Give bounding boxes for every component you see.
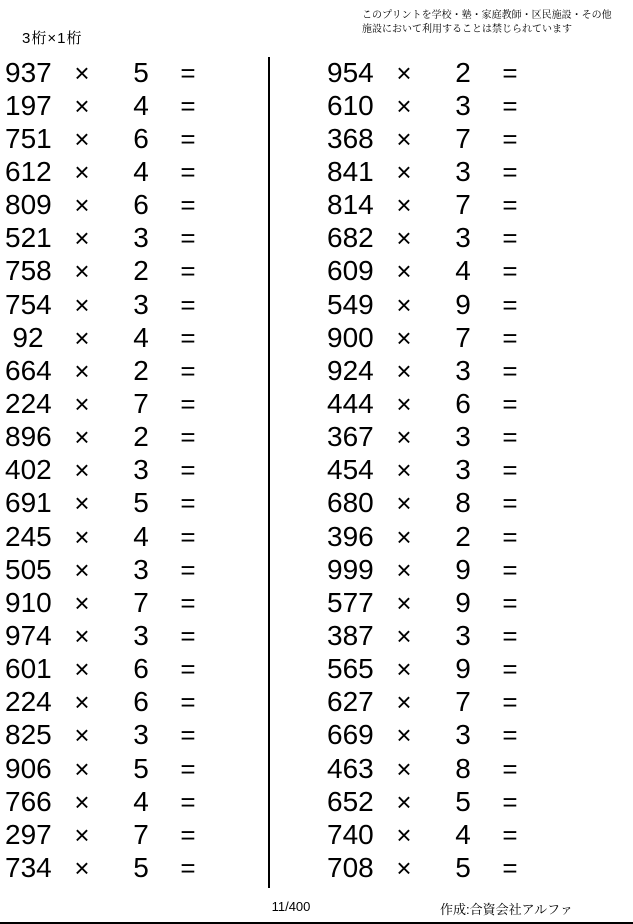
multiplicand: 974: [5, 619, 52, 651]
multiplicand: 197: [5, 89, 52, 121]
problem-row: [0, 752, 268, 785]
equals-sign: =: [502, 654, 518, 685]
multiplier: 3: [455, 719, 471, 751]
times-sign: ×: [74, 753, 90, 784]
multiplier: 3: [455, 354, 471, 386]
multiplier: 9: [455, 288, 471, 320]
equals-sign: =: [180, 488, 196, 519]
problem-row: [0, 288, 268, 321]
multiplicand: 954: [327, 56, 374, 88]
times-sign: ×: [74, 289, 90, 320]
multiplicand: 814: [327, 189, 374, 221]
multiplicand: 609: [327, 255, 374, 287]
times-sign: ×: [74, 620, 90, 651]
multiplier: 3: [455, 155, 471, 187]
equals-sign: =: [502, 819, 518, 850]
multiplier: 4: [133, 89, 149, 121]
multiplicand: 708: [327, 851, 374, 883]
equals-sign: =: [502, 57, 518, 88]
equals-sign: =: [180, 654, 196, 685]
equals-sign: =: [502, 90, 518, 121]
multiplier: 5: [133, 487, 149, 519]
equals-sign: =: [180, 786, 196, 817]
multiplicand: 565: [327, 653, 374, 685]
equals-sign: =: [180, 720, 196, 751]
multiplicand: 463: [327, 752, 374, 784]
multiplicand: 758: [5, 255, 52, 287]
multiplicand: 896: [5, 421, 52, 453]
equals-sign: =: [180, 355, 196, 386]
times-sign: ×: [74, 388, 90, 419]
equals-sign: =: [502, 720, 518, 751]
problem-row: [0, 454, 268, 487]
times-sign: ×: [396, 156, 412, 187]
times-sign: ×: [74, 223, 90, 254]
problem-row: [322, 354, 590, 387]
times-sign: ×: [74, 687, 90, 718]
multiplicand: 612: [5, 155, 52, 187]
times-sign: ×: [74, 190, 90, 221]
multiplier: 3: [455, 454, 471, 486]
equals-sign: =: [180, 57, 196, 88]
problem-row: [322, 653, 590, 686]
multiplier: 3: [133, 719, 149, 751]
problems-column-right: [322, 56, 590, 885]
multiplicand: 825: [5, 719, 52, 751]
multiplicand: 809: [5, 189, 52, 221]
multiplier: 2: [455, 520, 471, 552]
multiplier: 3: [455, 89, 471, 121]
multiplier: 3: [455, 421, 471, 453]
times-sign: ×: [74, 819, 90, 850]
problem-row: [322, 487, 590, 520]
problem-row: [322, 122, 590, 155]
times-sign: ×: [74, 488, 90, 519]
multiplier: 2: [455, 56, 471, 88]
problem-row: [0, 818, 268, 851]
problem-row: [0, 354, 268, 387]
times-sign: ×: [74, 521, 90, 552]
multiplier: 3: [133, 553, 149, 585]
multiplier: 2: [133, 255, 149, 287]
times-sign: ×: [396, 819, 412, 850]
problem-row: [322, 56, 590, 89]
problem-row: [322, 851, 590, 884]
times-sign: ×: [74, 422, 90, 453]
times-sign: ×: [396, 488, 412, 519]
multiplier: 2: [133, 421, 149, 453]
multiplier: 3: [455, 222, 471, 254]
times-sign: ×: [396, 322, 412, 353]
problem-row: [322, 686, 590, 719]
times-sign: ×: [74, 554, 90, 585]
equals-sign: =: [502, 554, 518, 585]
times-sign: ×: [396, 388, 412, 419]
problem-row: [322, 752, 590, 785]
problem-row: [322, 454, 590, 487]
equals-sign: =: [502, 355, 518, 386]
times-sign: ×: [396, 422, 412, 453]
problem-row: [322, 222, 590, 255]
problem-row: [0, 719, 268, 752]
problem-row: [0, 89, 268, 122]
multiplicand: 910: [5, 586, 52, 618]
multiplier: 9: [455, 586, 471, 618]
times-sign: ×: [74, 123, 90, 154]
multiplier: 6: [133, 686, 149, 718]
multiplier: 7: [455, 122, 471, 154]
multiplicand: 669: [327, 719, 374, 751]
column-divider: [268, 57, 270, 888]
equals-sign: =: [502, 687, 518, 718]
multiplier: 3: [455, 619, 471, 651]
equals-sign: =: [180, 554, 196, 585]
problem-row: [322, 818, 590, 851]
problem-row: [0, 255, 268, 288]
problem-row: [322, 421, 590, 454]
multiplicand: 740: [327, 818, 374, 850]
times-sign: ×: [396, 256, 412, 287]
problem-row: [0, 851, 268, 884]
problem-row: [0, 421, 268, 454]
times-sign: ×: [396, 687, 412, 718]
equals-sign: =: [502, 852, 518, 883]
copyright-disclaimer: [362, 9, 612, 37]
multiplicand: 734: [5, 851, 52, 883]
multiplicand: 841: [327, 155, 374, 187]
equals-sign: =: [502, 786, 518, 817]
problem-row: [322, 553, 590, 586]
equals-sign: =: [502, 388, 518, 419]
multiplicand: 396: [327, 520, 374, 552]
multiplicand: 297: [5, 818, 52, 850]
equals-sign: =: [502, 156, 518, 187]
problem-row: [322, 255, 590, 288]
equals-sign: =: [180, 587, 196, 618]
problem-row: [0, 189, 268, 222]
problem-row: [0, 222, 268, 255]
multiplicand: 367: [327, 421, 374, 453]
page-number: 11/400: [271, 899, 311, 914]
equals-sign: =: [180, 289, 196, 320]
multiplicand: 652: [327, 785, 374, 817]
multiplicand: 691: [5, 487, 52, 519]
times-sign: ×: [74, 57, 90, 88]
times-sign: ×: [396, 57, 412, 88]
multiplicand: 368: [327, 122, 374, 154]
equals-sign: =: [180, 422, 196, 453]
problem-row: [322, 387, 590, 420]
times-sign: ×: [396, 554, 412, 585]
equals-sign: =: [180, 322, 196, 353]
times-sign: ×: [396, 190, 412, 221]
problem-row: [0, 387, 268, 420]
problem-row: [322, 155, 590, 188]
multiplicand: 766: [5, 785, 52, 817]
times-sign: ×: [396, 720, 412, 751]
multiplicand: 627: [327, 686, 374, 718]
problem-row: [0, 56, 268, 89]
equals-sign: =: [180, 156, 196, 187]
multiplicand: 682: [327, 222, 374, 254]
multiplicand: 577: [327, 586, 374, 618]
equals-sign: =: [180, 388, 196, 419]
multiplier: 6: [133, 122, 149, 154]
multiplicand: 906: [5, 752, 52, 784]
multiplicand: 680: [327, 487, 374, 519]
problem-row: [0, 122, 268, 155]
problem-row: [0, 653, 268, 686]
multiplier: 7: [133, 818, 149, 850]
times-sign: ×: [74, 90, 90, 121]
multiplier: 6: [133, 653, 149, 685]
problem-row: [0, 586, 268, 619]
times-sign: ×: [74, 587, 90, 618]
equals-sign: =: [180, 123, 196, 154]
times-sign: ×: [396, 90, 412, 121]
equals-sign: =: [180, 620, 196, 651]
multiplier: 5: [133, 56, 149, 88]
problem-row: [322, 89, 590, 122]
equals-sign: =: [180, 687, 196, 718]
equals-sign: =: [502, 223, 518, 254]
times-sign: ×: [74, 852, 90, 883]
equals-sign: =: [502, 587, 518, 618]
times-sign: ×: [396, 753, 412, 784]
multiplier: 7: [455, 321, 471, 353]
multiplicand: 751: [5, 122, 52, 154]
multiplier: 3: [133, 454, 149, 486]
multiplier: 3: [133, 222, 149, 254]
equals-sign: =: [180, 190, 196, 221]
times-sign: ×: [396, 587, 412, 618]
multiplier: 3: [133, 619, 149, 651]
page-title: 3桁×1桁: [22, 30, 83, 47]
problem-row: [0, 487, 268, 520]
credit-text: 作成:合資会社アルファ: [440, 902, 573, 917]
multiplicand: 664: [5, 354, 52, 386]
problem-row: [0, 619, 268, 652]
equals-sign: =: [502, 322, 518, 353]
multiplicand: 549: [327, 288, 374, 320]
times-sign: ×: [396, 521, 412, 552]
equals-sign: =: [180, 90, 196, 121]
multiplier: 9: [455, 653, 471, 685]
problem-row: [0, 553, 268, 586]
multiplicand: 900: [327, 321, 374, 353]
disclaimer-line-1: このプリントを学校・塾・家庭教師・区民施設・その他: [362, 10, 612, 21]
multiplier: 5: [455, 851, 471, 883]
equals-sign: =: [502, 289, 518, 320]
times-sign: ×: [396, 355, 412, 386]
times-sign: ×: [74, 720, 90, 751]
times-sign: ×: [396, 289, 412, 320]
equals-sign: =: [180, 455, 196, 486]
problem-row: [322, 719, 590, 752]
times-sign: ×: [396, 654, 412, 685]
times-sign: ×: [396, 123, 412, 154]
equals-sign: =: [502, 256, 518, 287]
problem-row: [322, 619, 590, 652]
multiplicand: 601: [5, 653, 52, 685]
times-sign: ×: [74, 256, 90, 287]
problem-row: [0, 785, 268, 818]
equals-sign: =: [502, 190, 518, 221]
problem-row: [0, 321, 268, 354]
equals-sign: =: [180, 256, 196, 287]
multiplier: 4: [133, 321, 149, 353]
problem-row: [322, 586, 590, 619]
problem-row: [0, 686, 268, 719]
multiplier: 4: [455, 818, 471, 850]
multiplier: 7: [455, 189, 471, 221]
equals-sign: =: [502, 422, 518, 453]
times-sign: ×: [396, 620, 412, 651]
times-sign: ×: [74, 322, 90, 353]
equals-sign: =: [180, 753, 196, 784]
problem-row: [0, 155, 268, 188]
problem-row: [322, 520, 590, 553]
multiplier: 5: [455, 785, 471, 817]
multiplicand: 387: [327, 619, 374, 651]
times-sign: ×: [74, 654, 90, 685]
multiplicand: 444: [327, 387, 374, 419]
equals-sign: =: [180, 852, 196, 883]
multiplicand: 610: [327, 89, 374, 121]
multiplicand: 937: [5, 56, 52, 88]
times-sign: ×: [396, 852, 412, 883]
equals-sign: =: [502, 123, 518, 154]
times-sign: ×: [396, 455, 412, 486]
problem-row: [322, 321, 590, 354]
multiplier: 8: [455, 487, 471, 519]
multiplicand: 224: [5, 686, 52, 718]
multiplier: 4: [133, 520, 149, 552]
problem-row: [322, 288, 590, 321]
multiplicand: 521: [5, 222, 52, 254]
multiplier: 5: [133, 851, 149, 883]
equals-sign: =: [502, 488, 518, 519]
multiplier: 4: [455, 255, 471, 287]
multiplier: 4: [133, 785, 149, 817]
times-sign: ×: [396, 223, 412, 254]
multiplicand: 402: [5, 454, 52, 486]
problem-row: [0, 520, 268, 553]
multiplicand: 754: [5, 288, 52, 320]
equals-sign: =: [502, 455, 518, 486]
multiplicand: 999: [327, 553, 374, 585]
disclaimer-line-2: 施設において利用することは禁じられています: [362, 24, 572, 35]
multiplicand: 245: [5, 520, 52, 552]
times-sign: ×: [74, 355, 90, 386]
times-sign: ×: [74, 786, 90, 817]
multiplicand: 924: [327, 354, 374, 386]
equals-sign: =: [180, 819, 196, 850]
problem-row: [322, 785, 590, 818]
times-sign: ×: [74, 156, 90, 187]
equals-sign: =: [180, 521, 196, 552]
problems-column-left: [0, 56, 268, 885]
multiplicand: 224: [5, 387, 52, 419]
problem-row: [322, 189, 590, 222]
multiplier: 7: [133, 387, 149, 419]
multiplicand: 92: [12, 321, 44, 353]
equals-sign: =: [502, 620, 518, 651]
multiplier: 6: [455, 387, 471, 419]
multiplier: 8: [455, 752, 471, 784]
multiplier: 5: [133, 752, 149, 784]
equals-sign: =: [502, 521, 518, 552]
multiplier: 4: [133, 155, 149, 187]
multiplicand: 505: [5, 553, 52, 585]
equals-sign: =: [502, 753, 518, 784]
multiplier: 9: [455, 553, 471, 585]
multiplier: 7: [455, 686, 471, 718]
multiplier: 7: [133, 586, 149, 618]
equals-sign: =: [180, 223, 196, 254]
multiplier: 3: [133, 288, 149, 320]
multiplicand: 454: [327, 454, 374, 486]
times-sign: ×: [74, 455, 90, 486]
times-sign: ×: [396, 786, 412, 817]
multiplier: 6: [133, 189, 149, 221]
multiplier: 2: [133, 354, 149, 386]
